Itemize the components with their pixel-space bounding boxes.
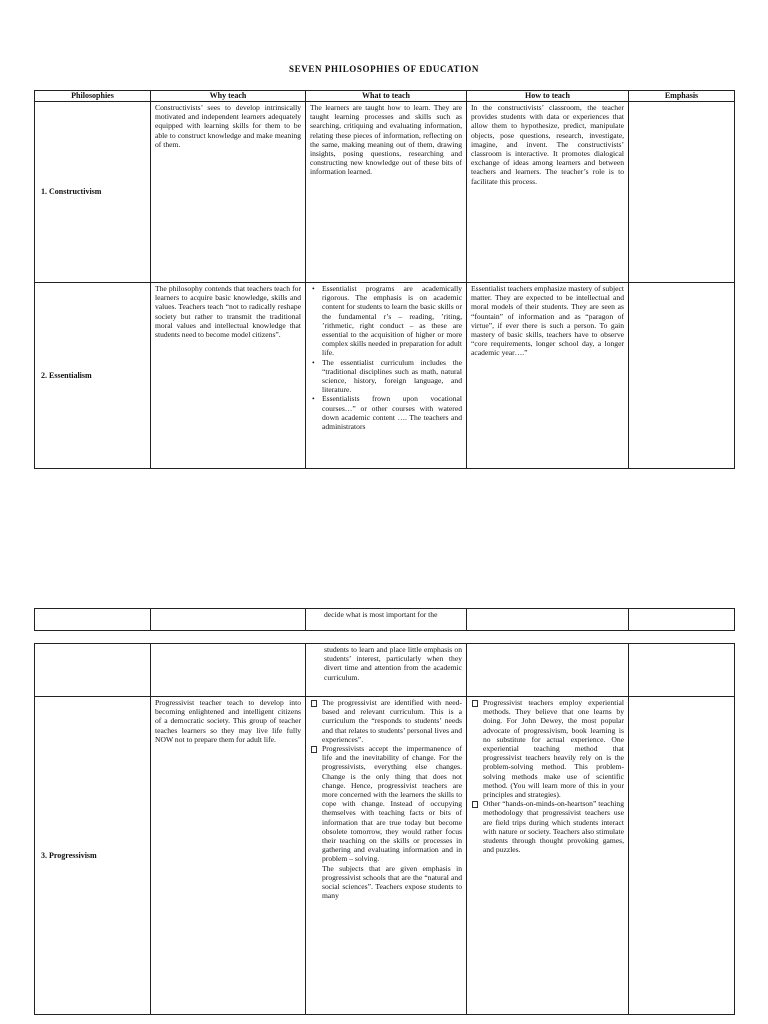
list-item: • The essentialist curriculum includes the “traditional disciplines such as math, natural science, history, foreign language, and literature. — [322, 358, 462, 395]
how-to-teach-cell — [467, 697, 629, 1015]
why-teach-cell: Constructivists’ sees to develop intrinsically motivated and independent learners adequately equipped with learning skills for them to be able to construct knowledge and make meaning of them. — [151, 102, 306, 283]
header-how-to-teach: How to teach — [467, 91, 629, 102]
philosophy-name: 3. Progressivism — [35, 697, 151, 1015]
what-to-teach-cell: The learners are taught how to learn. They are taught learning processes and skills such as searching, critiquing and evaluating information, relating these pieces of information, reflecting on the same, making meaning out of them, drawing insights, posing questions, researching and constructing new knowledge out of these bits of information learned. — [306, 102, 467, 283]
what-to-teach-cell: decide what is most important for the — [306, 609, 467, 631]
header-emphasis: Emphasis — [629, 91, 735, 102]
list-item: • Essentialists frown upon vocational courses…” or other courses with watered down academic content …. The teachers and administrators — [322, 394, 462, 431]
list-item: Progressivist teachers employ experiential methods. They believe that one learns by doing. For John Dewey, the most popular advocate of progressivism, book learning is no substitute for actual experience. One experiential teaching method that progressivist teachers heavily rely on is the problem-solving method. This problem-solving methods make use of scientific method. (You will learn more of this in your principles and strategies). — [483, 698, 624, 800]
table-row-progressivism — [35, 697, 735, 1015]
header-what-to-teach: What to teach — [306, 91, 467, 102]
continued-table-page-1 — [34, 608, 735, 631]
what-to-teach-cell: students to learn and place little emphasis on students’ interest, particularly when they divert time and attention from the academic curriculum. — [306, 644, 467, 697]
continued-table-page-2 — [34, 643, 735, 1015]
emphasis-cell — [629, 697, 735, 1015]
philosophies-table — [34, 90, 735, 469]
table-row — [35, 644, 735, 697]
emphasis-cell — [629, 283, 735, 469]
why-teach-cell: Progressivist teacher teach to develop into becoming enlightened and intelligent citizens of a democratic society. This group of teacher teaches learners so they may live life fully NOW not to prepare them for adult life. — [151, 697, 306, 1015]
list-item: The progressivist are identified with need-based and relevant curriculum. This is a curriculum the “responds to students’ needs and that relates to students’ personal lives and experiences”. — [322, 698, 462, 744]
what-to-teach-cell — [306, 697, 467, 1015]
header-row — [35, 91, 735, 102]
paragraph: The subjects that are given emphasis in progressivist schools that are the “natural and social sciences”. Teachers expose students to many — [322, 863, 462, 901]
header-philosophies: Philosophies — [35, 91, 151, 102]
table-row-essentialism — [35, 283, 735, 469]
list-item: Other “hands-on-minds-on-heartson” teaching methodology that progressivist teachers use are field trips during which students interact with nature or society. Teachers also stimulate students through thought provoking games, and puzzles. — [483, 799, 624, 855]
philosophy-name: 1. Constructivism — [35, 102, 151, 283]
what-to-teach-cell — [306, 283, 467, 469]
list-item: Progressivists accept the impermanence of life and the inevitability of change. For the progressivists, everything else changes. Change is the only thing that does not change. Hence, progressivist teachers are more concerned with the learners the skills to cope with change. Instead of occupying themselves with teaching facts or bits of information that are true today but become obsolete tomorrow, they would rather focus their teaching on the skills or processes in gathering and evaluating information and in problem – solving. — [322, 744, 462, 864]
philosophy-name: 2. Essentialism — [35, 283, 151, 469]
list-item: • Essentialist programs are academically rigorous. The emphasis is on academic content for students to learn the basic skills or the fundamental r’s – reading, ’riting, ’rithmetic, right conduct – as these are essential to the acquisition of higher or more complex skills needed in preparation for adult life. — [322, 284, 462, 358]
table-row — [35, 609, 735, 631]
how-to-teach-cell: Essentialist teachers emphasize mastery of subject matter. They are expected to be intellectual and moral models of their students. They are seen as “fountain” of information and as “paragon of virtue”, if ever there is such a person. To gain mastery of basic skills, teachers have to observe “core requirements, longer school day, a longer academic year….” — [467, 283, 629, 469]
table-row-constructivism — [35, 102, 735, 283]
why-teach-cell: The philosophy contends that teachers teach for learners to acquire basic knowledge, skills and values. Teachers teach “not to radically reshape society but rather to transmit the traditional moral values and intellectual knowledge that students need to become model citizens”. — [151, 283, 306, 469]
emphasis-cell — [629, 102, 735, 283]
page-title: SEVEN PHILOSOPHIES OF EDUCATION — [289, 64, 479, 74]
header-why-teach: Why teach — [151, 91, 306, 102]
how-to-teach-cell: In the constructivists’ classroom, the teacher provides students with data or experiences that allow them to hypothesize, predict, manipulate objects, pose questions, research, investigate, imagine, and invent. The constructivists’ classroom is interactive. It promotes dialogical exchange of ideas among learners and between teachers and learners. The teacher’s role is to facilitate this process. — [467, 102, 629, 283]
